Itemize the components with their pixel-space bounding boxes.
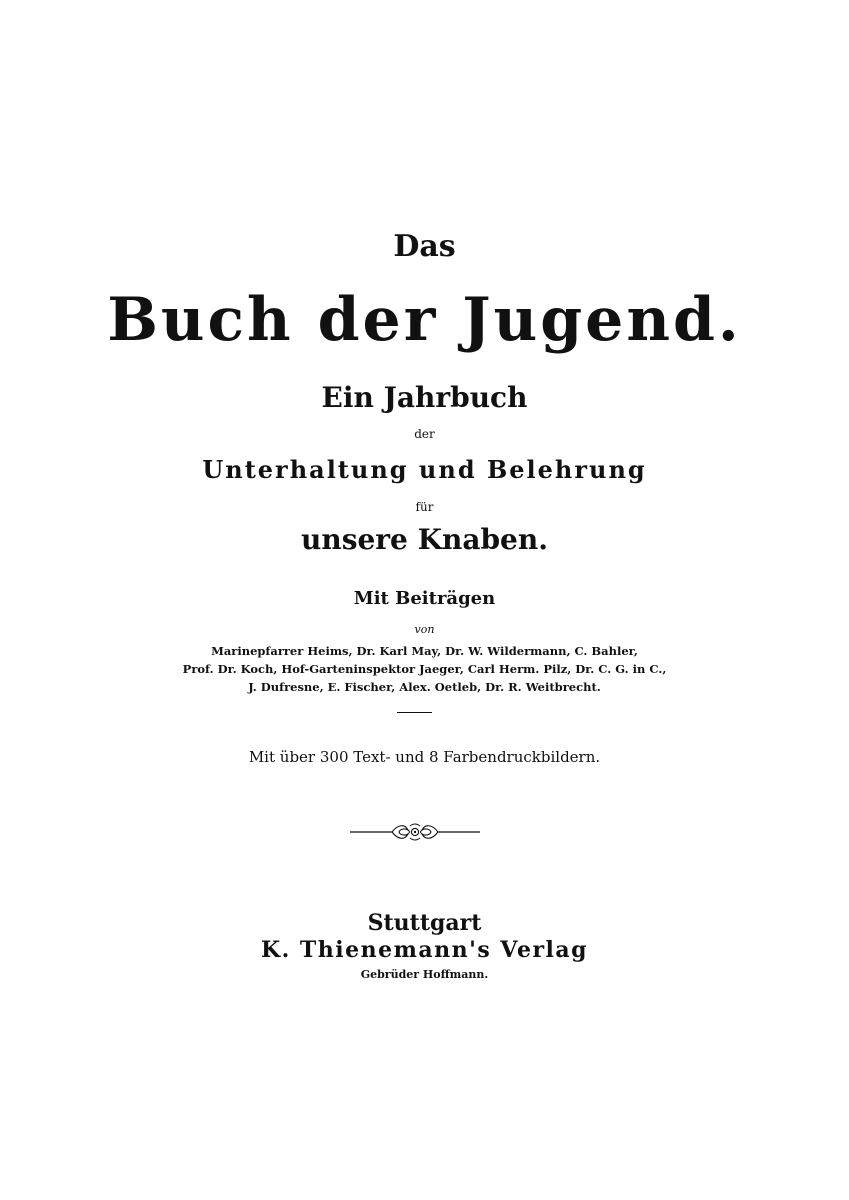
illustrations-note: Mit über 300 Text- und 8 Farbendruckbildern. [248, 748, 601, 766]
contributors-heading: Mit Beiträgen [353, 588, 496, 609]
connector-von: von [414, 623, 435, 636]
pre-title: Das [393, 229, 456, 264]
floral-ornament-divider-icon [350, 821, 480, 843]
connector-der: der [414, 427, 435, 441]
contributors-line: Marinepfarrer Heims, Dr. Karl May, Dr. W. Wildermann, C. Bahler, [211, 644, 638, 658]
publication-place: Stuttgart [367, 910, 482, 936]
publisher-owners: Gebrüder Hoffmann. [360, 968, 489, 981]
contributors-line: Prof. Dr. Koch, Hof-Garteninspektor Jaeger, Carl Herm. Pilz, Dr. C. G. in C., [182, 662, 667, 676]
audience-line: unsere Knaben. [301, 523, 548, 556]
subtitle: Ein Jahrbuch [321, 381, 528, 414]
book-title: Buch der Jugend. [107, 285, 742, 355]
publisher-name: K. Thienemann's Verlag [260, 937, 589, 963]
divider-rule [397, 712, 432, 713]
contributors-line: J. Dufresne, E. Fischer, Alex. Oetleb, Dr. R. Weitbrecht. [248, 680, 601, 694]
subject-line: Unterhaltung und Belehrung [202, 455, 647, 484]
connector-fuer: für [415, 500, 434, 514]
